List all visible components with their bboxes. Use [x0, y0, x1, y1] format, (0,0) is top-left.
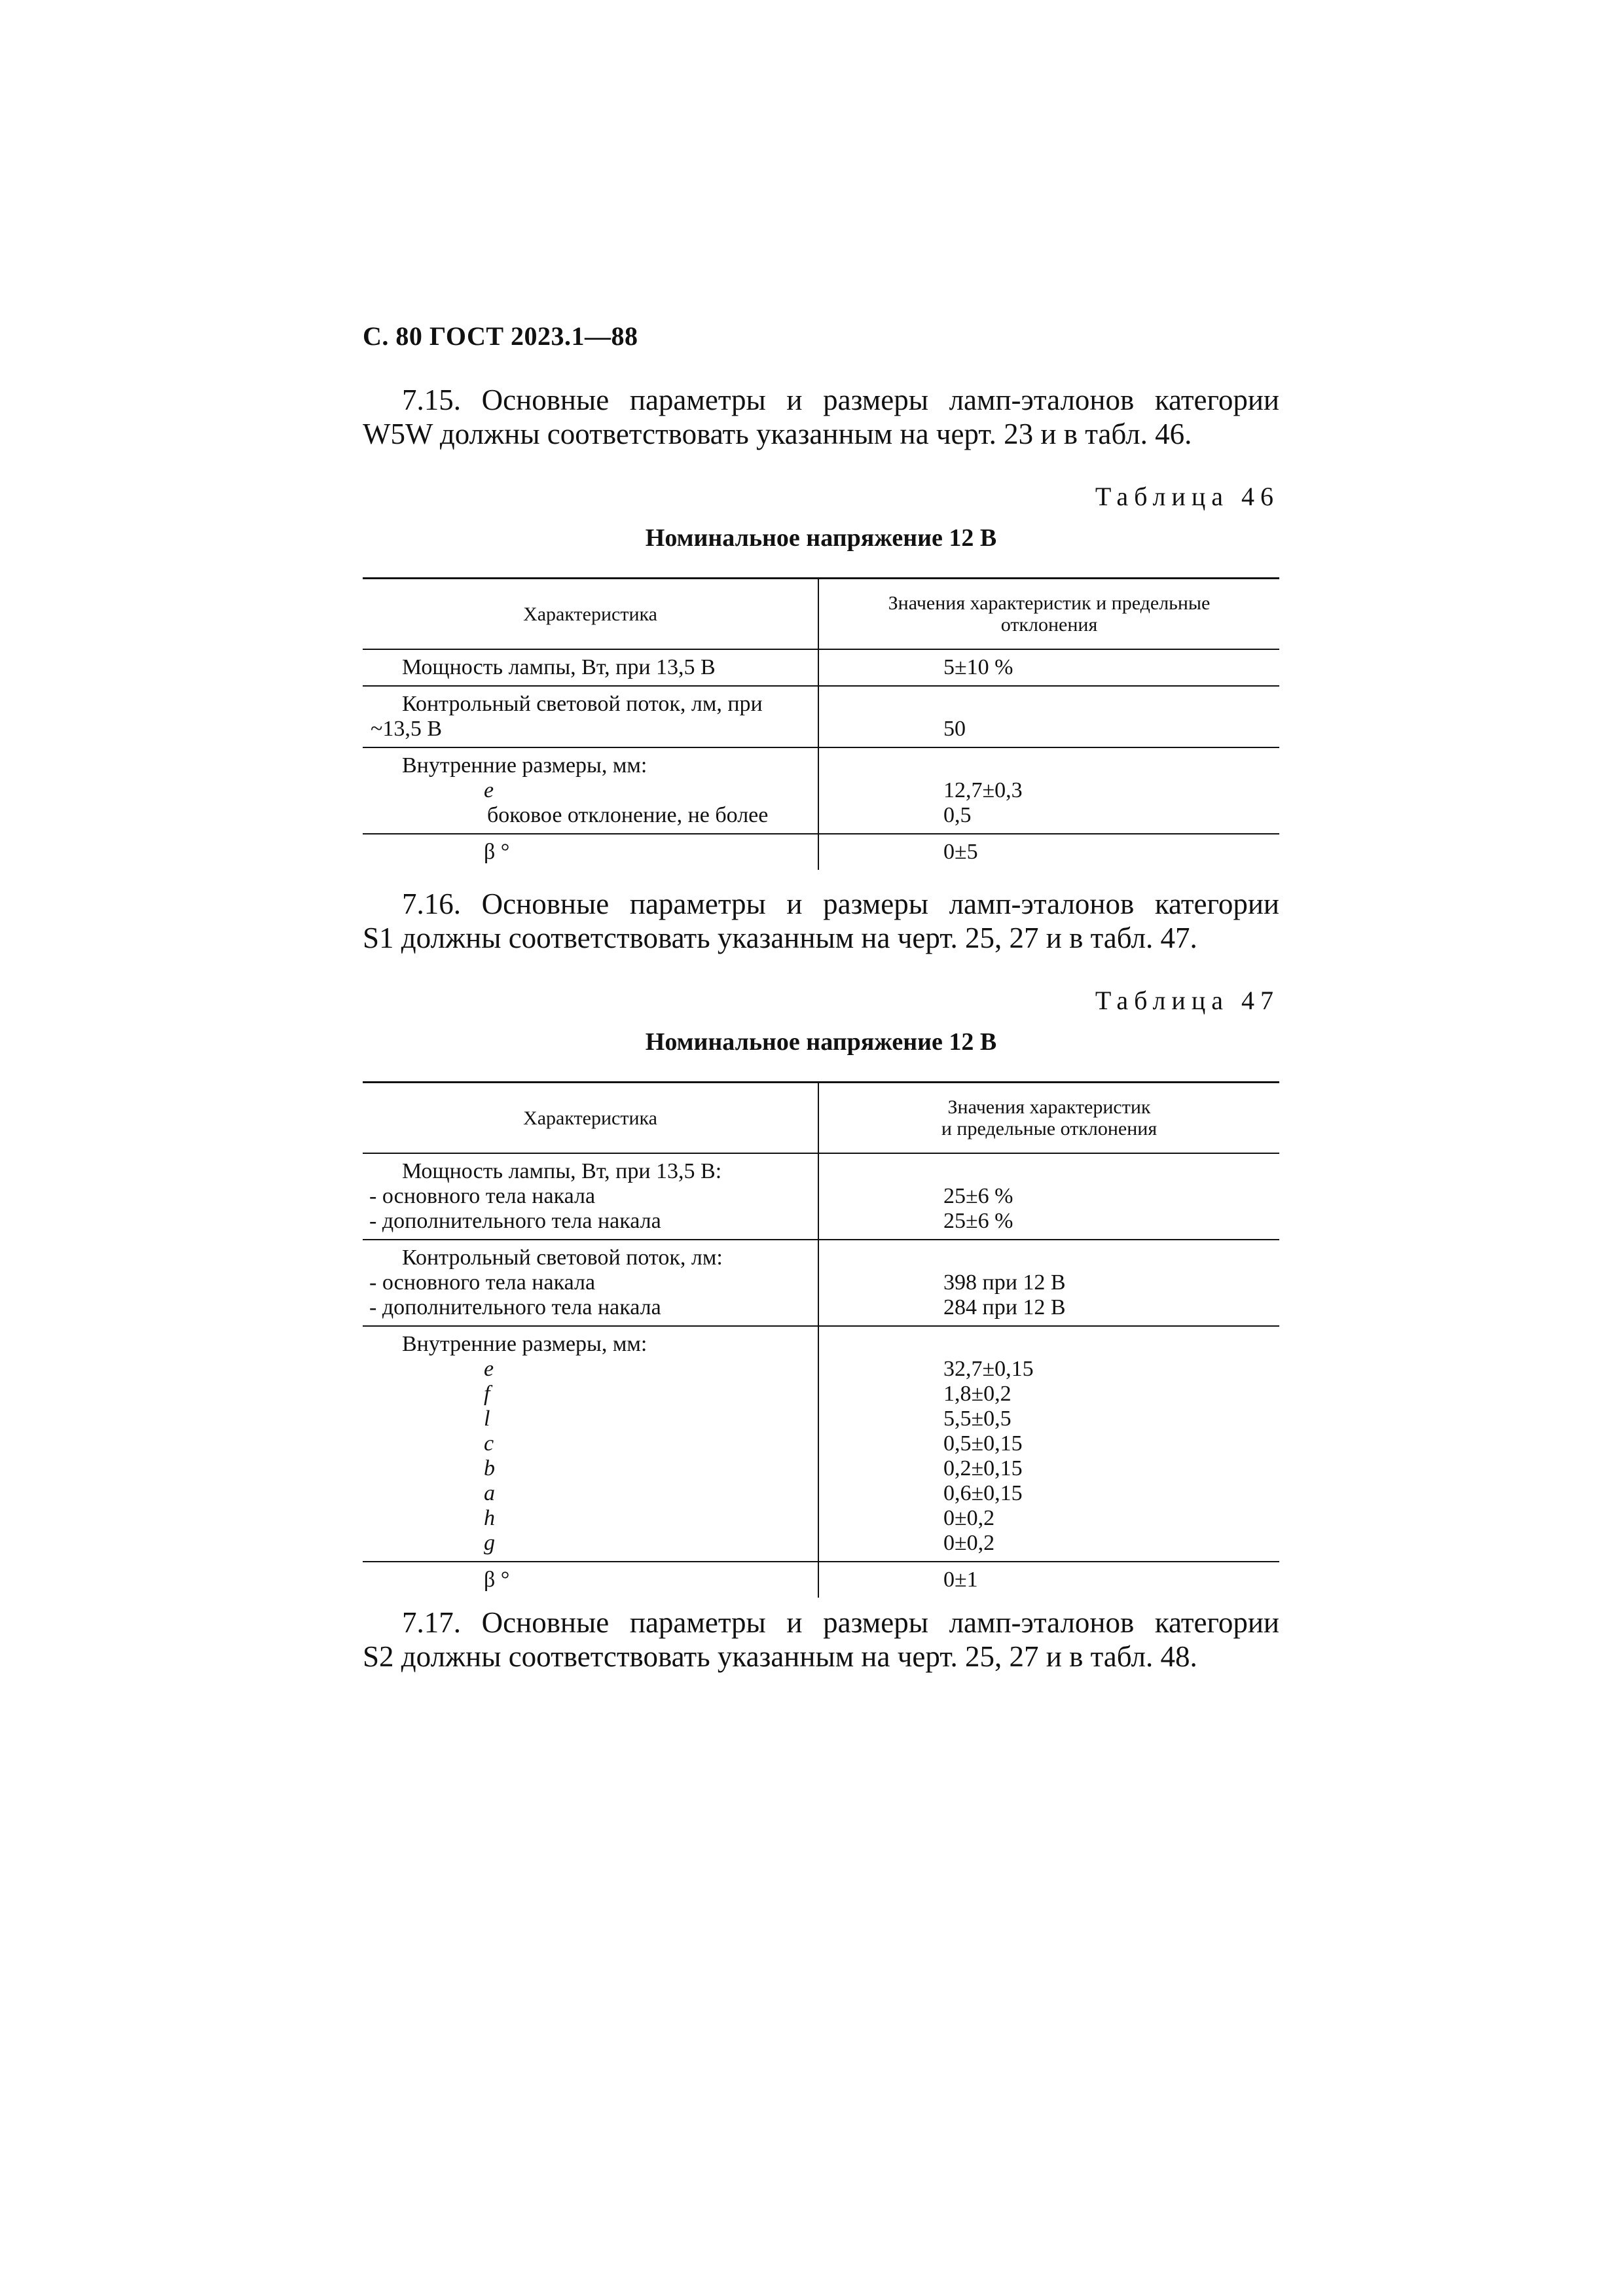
table-row: Внутренние размеры, мм: e боковое отклонение, не более 12,7±0,3 0,5 — [363, 747, 1279, 834]
table-row: Мощность лампы, Вт, при 13,5 В: - основного тела накала - дополнительного тела накала 25±6 % 25±6 % — [363, 1153, 1279, 1240]
paragraph-line: S2 должны соответствовать указанным на черт. 25, 27 и в табл. 48. — [363, 1640, 1197, 1673]
table-row: β ° 0±1 — [363, 1562, 1279, 1598]
paragraph-line: 7.16. Основные параметры и размеры ламп-эталонов категории — [402, 888, 1279, 920]
table-46-title: Номинальное напряжение 12 В — [645, 524, 997, 552]
column-header-values: Значения характеристик и предельные отклонения — [818, 579, 1279, 650]
table-row: Внутренние размеры, мм: e f l c b a h g 32,7±0,15 1,8±0,2 5,5±0,5 0,5±0,15 0,2±0,15 0,6±0,15 0±0,2 0±0,2 — [363, 1326, 1279, 1562]
paragraph-7-17 — [363, 1605, 1279, 1674]
table-47-title: Номинальное напряжение 12 В — [645, 1028, 997, 1056]
table-row: Контрольный световой поток, лм, при ~13,5 В 50 — [363, 686, 1279, 747]
column-header-characteristic: Характеристика — [363, 1083, 818, 1154]
paragraph-line: S1 должны соответствовать указанным на черт. 25, 27 и в табл. 47. — [363, 922, 1197, 954]
page-header: С. 80 ГОСТ 2023.1—88 — [363, 321, 638, 351]
table-47-label: Таблица 47 — [1095, 986, 1279, 1015]
paragraph-7-16 — [363, 887, 1279, 955]
table-row: Контрольный световой поток, лм: - основного тела накала - дополнительного тела накала 398 при 12 В 284 при 12 В — [363, 1240, 1279, 1326]
column-header-values: Значения характеристик и предельные отклонения — [818, 1083, 1279, 1154]
paragraph-line: W5W должны соответствовать указанным на черт. 23 и в табл. 46. — [363, 418, 1192, 450]
table-row: Мощность лампы, Вт, при 13,5 В 5±10 % — [363, 649, 1279, 686]
table-46 — [363, 577, 1279, 870]
column-header-characteristic: Характеристика — [363, 579, 818, 650]
table-47 — [363, 1081, 1279, 1598]
table-header-row — [363, 579, 1279, 650]
table-row: β ° 0±5 — [363, 834, 1279, 870]
table-46-label: Таблица 46 — [1095, 482, 1279, 511]
paragraph-line: 7.17. Основные параметры и размеры ламп-эталонов категории — [402, 1606, 1279, 1639]
paragraph-7-15 — [363, 383, 1279, 451]
table-header-row — [363, 1083, 1279, 1154]
paragraph-line: 7.15. Основные параметры и размеры ламп-эталонов категории — [402, 384, 1279, 416]
